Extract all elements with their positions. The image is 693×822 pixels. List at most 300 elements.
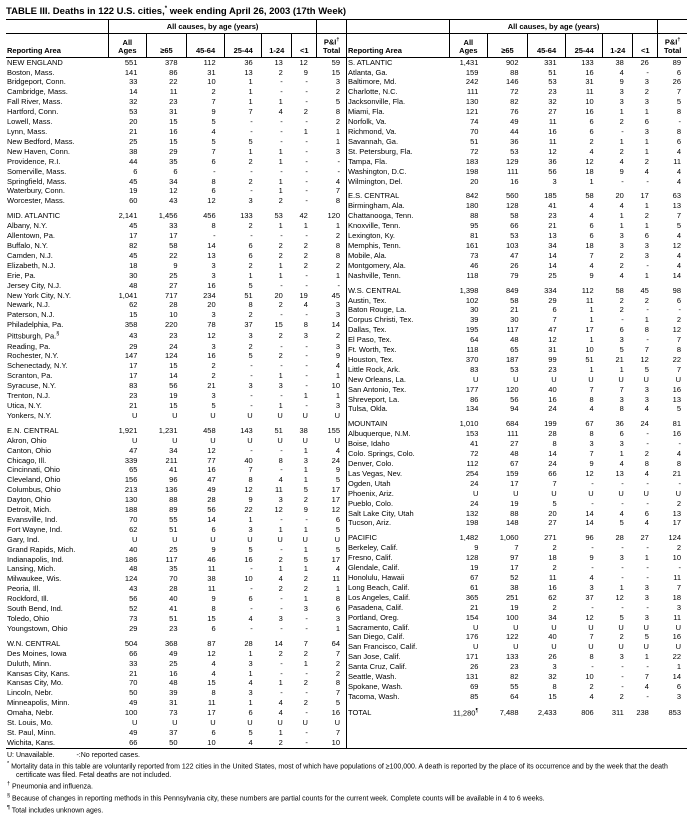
city-name: Berkeley, Calif. (348, 543, 398, 553)
value-cell: 8 (303, 320, 308, 330)
table-row (347, 499, 687, 509)
value-cell: 5 (335, 698, 340, 708)
city-name: Elizabeth, N.J. (7, 260, 56, 270)
value-cell: - (250, 584, 253, 594)
value-cell: 20 (548, 508, 557, 518)
value-cell: 458 (203, 425, 216, 435)
value-cell: - (280, 445, 283, 455)
value-cell: 74 (470, 117, 479, 127)
value-cell: 16 (585, 107, 594, 117)
table-row (6, 97, 346, 107)
value-cell: 26 (510, 260, 519, 270)
table-row (347, 107, 687, 117)
value-cell: 82 (129, 240, 138, 250)
value-cell: - (305, 737, 308, 747)
section-row (347, 57, 687, 67)
value-cell: 120 (506, 384, 519, 394)
value-cell: 76 (510, 107, 519, 117)
value-cell: 17 (510, 478, 519, 488)
value-cell: 1 (335, 584, 340, 594)
value-cell: 11 (548, 136, 557, 146)
value-cell: 64 (510, 691, 519, 701)
value-cell: 2 (211, 87, 216, 97)
value-cell: 31 (585, 77, 594, 87)
value-cell: 21 (129, 668, 138, 678)
value-cell: 21 (548, 221, 557, 231)
value-cell: 8 (335, 240, 340, 250)
table-row (6, 107, 346, 117)
value-cell: 15 (274, 320, 283, 330)
value-cell: 48 (510, 335, 519, 345)
header-blank (6, 20, 108, 34)
table-row (6, 77, 346, 87)
value-cell: 10 (207, 737, 216, 747)
value-cell: 849 (506, 285, 519, 295)
city-name: Santa Cruz, Calif. (348, 662, 407, 672)
city-name: Rochester, N.Y. (7, 351, 59, 361)
value-cell: 3 (303, 330, 308, 340)
value-cell: 3 (278, 614, 283, 623)
value-cell: 1 (619, 136, 624, 146)
value-cell: 4 (248, 737, 253, 747)
value-cell: 12 (585, 468, 594, 478)
value-cell: U (472, 374, 479, 384)
value-cell: 37 (169, 727, 178, 737)
value-cell: U (247, 718, 253, 728)
value-cell: 3 (211, 260, 216, 270)
value-cell: 2 (619, 260, 624, 270)
value-cell: 17 (129, 231, 138, 241)
age-group-header: All causes, by age (years) (108, 20, 317, 34)
table-row (6, 68, 346, 78)
table-row (347, 642, 687, 652)
footnote-list (7, 760, 686, 816)
value-cell: 24 (548, 404, 557, 414)
value-cell: 3 (644, 240, 649, 250)
value-cell: 1 (619, 211, 624, 221)
value-cell: 23 (548, 364, 557, 374)
value-cell: 2 (248, 221, 253, 231)
table-row (6, 251, 346, 261)
value-cell: 2 (619, 117, 624, 127)
city-name: Houston, Tex. (348, 354, 394, 364)
value-cell: 2 (676, 543, 681, 553)
value-cell: - (678, 478, 681, 488)
value-cell: 2 (278, 737, 283, 747)
value-cell: - (305, 668, 308, 678)
value-cell: 11 (673, 612, 681, 622)
value-cell: 65 (510, 345, 519, 355)
value-cell: 4 (644, 166, 649, 176)
value-cell: 11 (169, 87, 178, 97)
city-name: Newark, N.J. (7, 300, 50, 310)
value-cell: 4 (589, 260, 594, 270)
value-cell: - (646, 478, 649, 488)
city-name: Duluth, Minn. (7, 658, 52, 668)
city-name: Lynn, Mass. (7, 127, 48, 136)
value-cell: 7 (303, 638, 308, 648)
value-cell: 13 (672, 394, 681, 404)
value-cell: - (646, 260, 649, 270)
value-cell: 58 (615, 285, 624, 295)
value-cell: 63 (672, 191, 681, 201)
value-cell: 5 (335, 524, 340, 534)
value-cell: 15 (169, 361, 178, 371)
table-row (6, 584, 346, 594)
section-row (6, 57, 346, 67)
value-cell: U (513, 642, 519, 652)
value-cell: 7 (335, 688, 340, 698)
value-cell: U (643, 642, 649, 652)
value-cell: 1 (303, 594, 308, 604)
table-row (6, 564, 346, 574)
city-name: Canton, Ohio (7, 445, 52, 455)
value-cell: 3 (335, 614, 340, 623)
value-cell: 141 (124, 67, 138, 77)
value-cell: - (305, 708, 308, 718)
value-cell: 53 (129, 107, 138, 117)
value-cell: 7 (335, 186, 340, 196)
value-cell: 456 (203, 211, 216, 221)
value-cell: - (305, 196, 308, 206)
col-header-lt1: <1 (633, 34, 658, 58)
value-cell: 1 (335, 221, 340, 231)
value-cell: 12 (548, 146, 557, 156)
city-name: South Bend, Ind. (7, 604, 63, 614)
value-cell: 3 (278, 495, 283, 505)
value-cell: 2 (335, 668, 340, 678)
value-cell: 4 (335, 361, 340, 371)
value-cell: 30 (510, 315, 519, 325)
value-cell: 3 (211, 341, 216, 351)
city-name: Hartford, Conn. (7, 107, 59, 117)
value-cell: 25 (129, 136, 138, 146)
city-name: Albuquerque, N.M. (348, 429, 411, 439)
value-cell: 8 (211, 221, 216, 231)
value-cell: 16 (244, 554, 253, 564)
value-cell: 2 (303, 495, 308, 505)
value-cell: 45 (640, 285, 649, 295)
value-cell: 34 (169, 445, 178, 455)
table-row (347, 509, 687, 519)
value-cell: U (334, 718, 340, 728)
value-cell: 19 (129, 186, 138, 196)
value-cell: 15 (548, 691, 557, 701)
city-name: Camden, N.J. (7, 250, 53, 260)
value-cell: 5 (676, 404, 681, 414)
value-cell: 70 (129, 514, 138, 524)
table-row (347, 221, 687, 231)
value-cell: 31 (169, 107, 178, 117)
value-cell: 1 (644, 652, 649, 662)
table-row (6, 241, 346, 251)
value-cell: 70 (470, 127, 479, 136)
city-name: Salt Lake City, Utah (348, 508, 414, 518)
table-row (6, 87, 346, 97)
value-cell: 40 (548, 632, 557, 642)
value-cell: 4 (278, 574, 283, 584)
value-cell: - (280, 77, 283, 87)
value-cell: 2 (589, 136, 594, 146)
value-cell: 111 (467, 87, 479, 97)
city-name: Fort Wayne, Ind. (7, 524, 63, 534)
value-cell: 4 (335, 564, 340, 574)
value-cell: 88 (510, 67, 519, 77)
value-cell: 133 (240, 211, 253, 221)
value-cell: 13 (672, 201, 681, 211)
value-cell: 14 (548, 449, 557, 459)
value-cell: 4 (644, 468, 649, 478)
value-cell: 46 (470, 260, 479, 270)
value-cell: 1 (278, 727, 283, 737)
value-cell: 7 (552, 478, 557, 488)
table-row (6, 167, 346, 177)
value-cell: 96 (169, 475, 178, 485)
value-cell: 806 (581, 707, 594, 717)
city-name: Corpus Christi, Tex. (348, 315, 414, 325)
value-cell: 20 (207, 300, 216, 310)
value-cell: 24 (640, 419, 649, 429)
col-header-1-24: 1-24 (603, 34, 633, 58)
value-cell: 24 (470, 478, 479, 488)
value-cell: 28 (169, 584, 178, 594)
value-cell: 3 (335, 310, 340, 320)
table-row (6, 231, 346, 241)
value-cell: 6 (211, 727, 216, 737)
value-cell: 4 (589, 146, 594, 156)
value-cell: 238 (636, 707, 649, 717)
value-cell: - (250, 186, 253, 196)
value-cell: 58 (169, 240, 178, 250)
value-cell: 51 (548, 67, 557, 77)
value-cell: 1,431 (459, 57, 479, 67)
value-cell: 45 (129, 250, 138, 260)
value-cell: 1 (248, 146, 253, 156)
value-cell: 8 (552, 439, 557, 449)
value-cell: 11 (673, 156, 681, 166)
value-cell: - (678, 563, 681, 573)
city-name: Erie, Pa. (7, 270, 36, 280)
value-cell: 8 (248, 475, 253, 485)
value-cell: - (305, 156, 308, 166)
value-cell: 49 (510, 117, 519, 127)
col-header-all-ages: All Ages (449, 34, 487, 58)
value-cell: 14 (672, 270, 681, 280)
table-row (347, 375, 687, 385)
value-cell: 3 (676, 691, 681, 701)
value-cell: 3 (552, 176, 557, 186)
city-name: Indianapolis, Ind. (7, 554, 64, 564)
value-cell: 36 (244, 57, 253, 67)
table-row (347, 251, 687, 261)
table-row (6, 127, 346, 137)
value-cell: 153 (465, 429, 479, 439)
footnote: § Because of changes in reporting methods in this Pennsylvania city, these numbers are partial counts for the current week. Complete counts will be available in 4 to 6 weeks. (7, 793, 545, 803)
value-cell: - (646, 176, 649, 186)
value-cell: 5 (211, 136, 216, 146)
value-cell: 1 (303, 465, 308, 475)
value-cell: 161 (465, 240, 479, 250)
value-cell: 7 (644, 672, 649, 682)
table-row (347, 296, 687, 306)
value-cell: 81 (672, 419, 681, 429)
col-header-25-44: 25-44 (225, 34, 262, 58)
value-cell: 147 (124, 351, 138, 361)
table-row (6, 614, 346, 624)
value-cell: 3 (644, 582, 649, 592)
value-cell: 7 (335, 727, 340, 737)
value-cell: 2 (211, 361, 216, 371)
title-text-cont: week ending April 26, 2003 (17th Week) (167, 6, 347, 18)
value-cell: 130 (124, 495, 138, 505)
value-cell: 2 (248, 341, 253, 351)
value-cell: 12 (244, 485, 253, 495)
value-cell: - (250, 623, 253, 633)
value-cell: 902 (506, 57, 519, 67)
value-cell: 132 (465, 508, 479, 518)
city-name: Denver, Colo. (348, 459, 394, 468)
title-text: TABLE III. Deaths in 122 U.S. cities, (6, 6, 165, 18)
city-name: Tampa, Fla. (348, 156, 388, 166)
value-cell: 41 (548, 201, 557, 211)
value-cell: 37 (244, 320, 253, 330)
value-cell: 47 (548, 325, 557, 335)
value-cell: 41 (169, 465, 178, 475)
value-cell: 4 (278, 698, 283, 708)
value-cell: 16 (331, 708, 340, 718)
value-cell: 16 (672, 429, 681, 439)
value-cell: 73 (129, 614, 138, 623)
value-cell: 56 (129, 594, 138, 604)
region-name: W.N. CENTRAL (7, 638, 61, 648)
value-cell: - (678, 305, 681, 315)
value-cell: 117 (506, 325, 519, 335)
value-cell: 6 (644, 231, 649, 241)
value-cell: 1 (248, 668, 253, 678)
value-cell: 7 (644, 345, 649, 355)
value-cell: 56 (169, 381, 178, 391)
value-cell: 1 (278, 678, 283, 688)
city-name: Boise, Idaho (348, 439, 390, 449)
value-cell: 97 (510, 553, 519, 563)
value-cell: 5 (248, 136, 253, 146)
value-cell: 1,482 (459, 533, 479, 543)
value-cell: - (305, 351, 308, 361)
value-cell: 2 (278, 554, 283, 564)
city-name: Philadelphia, Pa. (7, 320, 64, 330)
value-cell: 26 (470, 662, 479, 672)
value-cell: 66 (510, 221, 519, 231)
value-cell: 4 (335, 445, 340, 455)
value-cell: 8 (211, 688, 216, 698)
value-cell: U (334, 534, 340, 544)
value-cell: 842 (465, 191, 479, 201)
region-name: NEW ENGLAND (7, 57, 63, 67)
value-cell: 13 (274, 57, 283, 67)
value-cell: 21 (510, 305, 519, 315)
value-cell: 4 (589, 404, 594, 414)
table-row (347, 177, 687, 187)
value-cell: U (277, 534, 283, 544)
section-row (347, 186, 687, 201)
table-row (347, 211, 687, 221)
value-cell: 2 (303, 574, 308, 584)
city-name: Youngstown, Ohio (7, 623, 68, 633)
value-cell: 2 (211, 371, 216, 381)
value-cell: 13 (615, 468, 624, 478)
value-cell: 8 (619, 404, 624, 414)
value-cell: - (621, 662, 624, 672)
value-cell: 4 (676, 260, 681, 270)
value-cell: - (646, 563, 649, 573)
value-cell: 1 (589, 305, 594, 315)
value-cell: 1 (278, 97, 283, 107)
value-cell: 148 (506, 518, 519, 528)
city-name: Boston, Mass. (7, 67, 55, 77)
value-cell: U (302, 718, 308, 728)
table-row (6, 495, 346, 505)
value-cell: 27 (640, 533, 649, 543)
region-name: MID. ATLANTIC (7, 211, 61, 221)
table-row (347, 439, 687, 449)
value-cell: 17 (510, 563, 519, 573)
value-cell: 4 (676, 146, 681, 156)
value-cell: - (280, 594, 283, 604)
value-cell: 4 (278, 107, 283, 117)
value-cell: U (472, 622, 479, 632)
value-cell: 3 (248, 524, 253, 534)
table-right (347, 20, 687, 718)
value-cell: 1 (278, 156, 283, 166)
value-cell: - (305, 341, 308, 351)
city-name: Scranton, Pa. (7, 371, 53, 381)
value-cell: - (280, 280, 283, 290)
value-cell: 40 (244, 455, 253, 465)
value-cell: 3 (644, 384, 649, 394)
value-cell: 6 (619, 429, 624, 439)
value-cell: 81 (470, 231, 479, 241)
value-cell: U (588, 642, 594, 652)
value-cell: 5 (619, 612, 624, 622)
value-cell: 29 (129, 623, 138, 633)
city-name: Richmond, Va. (348, 127, 397, 136)
value-cell: 4 (676, 250, 681, 260)
value-cell: 14 (548, 250, 557, 260)
value-cell: 78 (207, 320, 216, 330)
value-cell: 1 (278, 371, 283, 381)
table-row (347, 77, 687, 87)
value-cell: 86 (169, 67, 178, 77)
region-name: E.S. CENTRAL (348, 191, 400, 201)
value-cell: 27 (548, 518, 557, 528)
value-cell: 5 (248, 280, 253, 290)
region-name: PACIFIC (348, 533, 378, 543)
table-row (6, 221, 346, 231)
table-row (347, 573, 687, 583)
value-cell: 31 (548, 345, 557, 355)
city-name: Bridgeport, Conn. (7, 77, 66, 87)
value-cell: 36 (510, 136, 519, 146)
city-name: Phoenix, Ariz. (348, 488, 394, 498)
table-row (347, 157, 687, 167)
value-cell: 3 (248, 658, 253, 668)
value-cell: 36 (548, 156, 557, 166)
value-cell: 19 (510, 602, 519, 612)
value-cell: 7 (552, 315, 557, 325)
value-cell: 100 (124, 708, 138, 718)
col-header-ge65: ≥65 (146, 34, 186, 58)
city-name: Jacksonville, Fla. (348, 97, 406, 107)
